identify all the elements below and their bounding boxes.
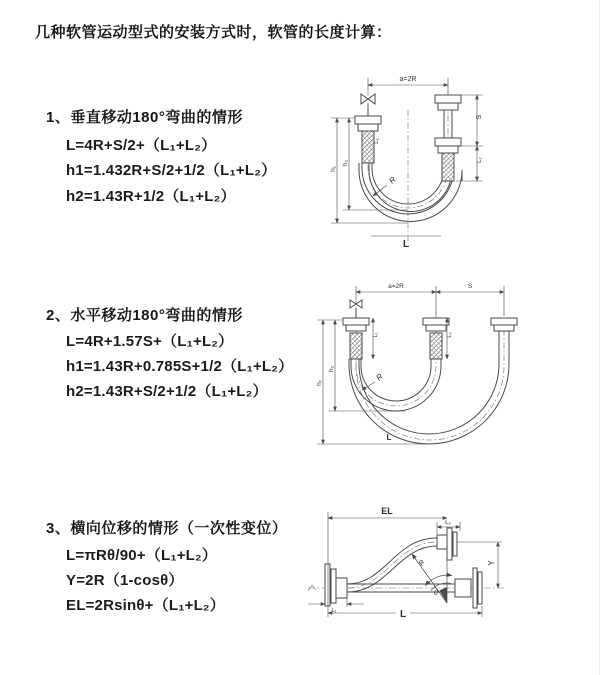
section1-heading: 1、垂直移动180°弯曲的情形 — [46, 109, 243, 126]
flange-plate — [453, 532, 457, 556]
diagram-lateral-displacement — [300, 498, 600, 658]
section2-formula-2: h1=1.43R+0.785S+1/2（L₁+L₂） — [66, 358, 294, 375]
section2-formula-1: L=4R+1.57S+（L₁+L₂） — [66, 333, 234, 350]
section3-formula-1: L=πRθ/90+（L₁+L₂） — [66, 547, 218, 564]
dim-label-length: L — [386, 433, 392, 442]
centerlines — [368, 86, 448, 242]
dim-label-length: L — [399, 609, 407, 620]
hose-pos1-outer-wall — [351, 359, 441, 411]
dim-label-r: R — [374, 371, 385, 383]
flange-plate — [325, 564, 330, 606]
dimension-lines — [317, 286, 504, 444]
dim-label-l2: L₂ — [477, 157, 483, 163]
flange-plate — [343, 318, 369, 325]
flange-plate — [447, 528, 452, 560]
dim-label-y: Y — [487, 560, 496, 566]
pipe-fitting-block — [336, 578, 347, 598]
flange-plate — [423, 318, 449, 325]
section1-formula-3: h2=1.43R+1/2（L₁+L₂） — [66, 188, 236, 205]
diagram-vertical-move-180 — [315, 70, 595, 260]
dim-label-el: EL — [381, 506, 393, 516]
right-pipe-fitting — [435, 95, 461, 181]
dim-label-l2: L₂ — [447, 332, 453, 338]
dim-label-s: S — [476, 114, 483, 120]
dim-label-h2: h₂ — [328, 365, 335, 373]
braided-hose-section — [350, 333, 362, 359]
dim-label-a2r: a=2R — [388, 283, 404, 290]
angle-sector-fill — [440, 587, 448, 603]
flange-plate — [331, 569, 336, 603]
hose-lower-wall — [347, 546, 437, 592]
dim-label-theta: θ — [434, 590, 438, 597]
flange-plate — [491, 318, 517, 325]
section3-formula-3: EL=2Rsinθ+（L₁+L₂） — [66, 597, 225, 614]
dim-label-h2: h₂ — [342, 159, 349, 167]
flange-plate — [438, 103, 458, 110]
pipe-fitting-block — [455, 579, 471, 597]
braided-hose-section — [430, 333, 442, 359]
flange-plate — [355, 116, 381, 124]
section1-formula-1: L=4R+S/2+（L₁+L₂） — [66, 137, 217, 154]
braided-hose-section — [362, 131, 374, 163]
hose-pos1-inner-wall — [361, 359, 431, 401]
pipe-fitting-block — [437, 535, 447, 549]
hose-pos2-inner-wall — [359, 338, 499, 434]
flange-plate — [478, 572, 482, 604]
dim-label-r: R — [417, 558, 427, 568]
braided-hose-section — [442, 153, 454, 181]
page-title: 几种软管运动型式的安装方式时，软管的长度计算： — [35, 24, 392, 41]
dim-label-h1: h₁ — [316, 380, 323, 386]
dim-label-r: R — [387, 174, 398, 186]
dim-label-length: L — [402, 239, 410, 250]
flange-plate — [435, 138, 461, 146]
dim-label-a2r: a=2R — [399, 76, 417, 83]
dim-label-l1: L₁ — [374, 138, 380, 144]
valve-icon — [361, 94, 375, 116]
flange-plate — [346, 325, 366, 331]
dim-label-s: S — [467, 283, 473, 290]
dim-label-l1: L₁ — [373, 332, 379, 338]
flange-plate — [438, 146, 458, 153]
flange-plate — [358, 124, 378, 131]
flange-plate — [435, 95, 461, 103]
section3-heading: 3、横向位移的情形（一次性变位） — [46, 520, 288, 537]
diagram-horizontal-move-180 — [305, 282, 600, 457]
flange-plate — [473, 568, 477, 608]
pipe-fittings — [343, 318, 517, 359]
flange-plate — [426, 325, 446, 331]
section1-formula-2: h1=1.432R+S/2+1/2（L₁+L₂） — [66, 162, 277, 179]
dim-label-l1: L₁ — [331, 608, 337, 614]
section2-formula-3: h2=1.43R+S/2+1/2（L₁+L₂） — [66, 383, 268, 400]
dim-label-h1: h₁ — [330, 166, 337, 172]
flange-plate — [494, 325, 514, 331]
section2-heading: 2、水平移动180°弯曲的情形 — [46, 307, 243, 324]
dim-label-l2: L₂ — [445, 520, 451, 526]
upper-right-flange-fitting — [437, 528, 457, 560]
section3-formula-2: Y=2R（1-cosθ） — [66, 572, 184, 589]
